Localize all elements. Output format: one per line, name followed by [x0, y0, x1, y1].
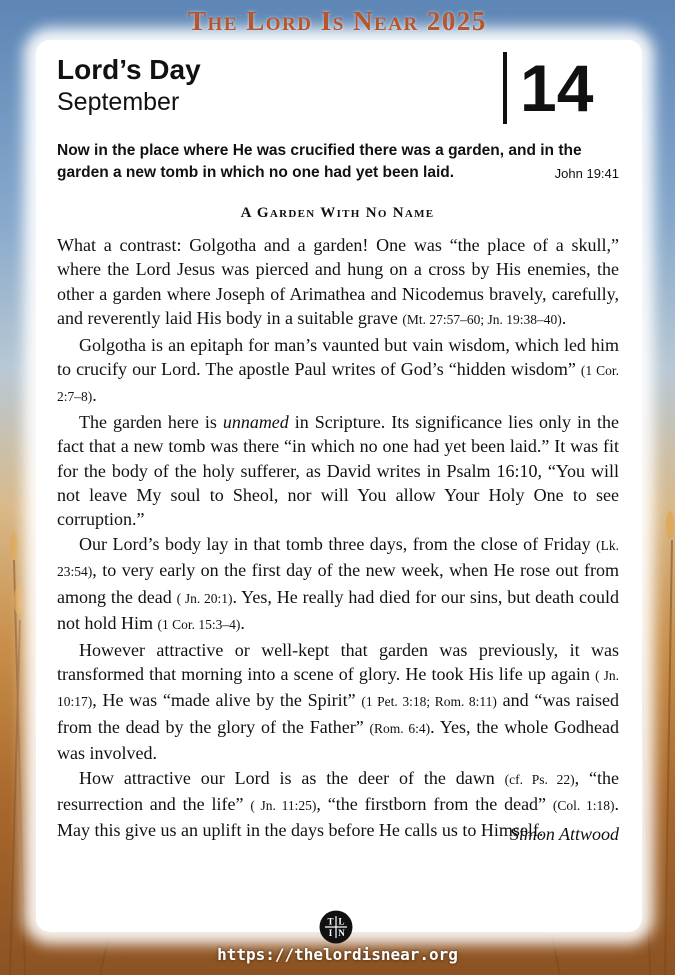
paragraph-3 — [57, 410, 619, 532]
scripture-reference: (1 Pet. 3:18; Rom. 8:11) — [361, 694, 497, 710]
key-verse — [57, 140, 619, 185]
paragraph-text: However attractive or well-kept that garden was previously, it was transformed that morning into a scene of glory. He took His life up again — [57, 639, 619, 684]
paragraph-text: . May this give us an uplift in the days before He calls us to Himself. — [57, 793, 620, 841]
scripture-reference: (1 Cor. 2:7–8) — [57, 363, 619, 405]
svg-text:I: I — [328, 928, 333, 938]
paragraph-text: . Yes, the whole Godhead was involved. — [57, 716, 620, 764]
scripture-reference: (Lk. 23:54) — [57, 537, 619, 580]
paragraph-text: What a contrast: Golgotha and a garden! One was “the place of a skull,” where the Lord Jesus was pierced and hung on a cross by His enemies, the other a garden where Joseph of Arimathea and Nicodemus bravely, carefully, and reverently laid His body in a suitable grave — [57, 235, 619, 329]
paragraph-text: , “the firstborn from the dead” — [316, 793, 553, 814]
paragraph-text: . — [561, 308, 567, 329]
day-name: Lord’s Day — [57, 54, 201, 85]
paragraph-text: The garden here is — [79, 411, 223, 432]
verse-reference: John 19:41 — [554, 166, 619, 181]
paragraph-text: and “was raised from the dead by the glory of the Father” — [57, 690, 620, 737]
paragraph-text: , “the resurrection and the life” — [57, 767, 619, 814]
paragraph-text: , He was “made alive by the Spirit” — [92, 690, 362, 711]
paragraph-4 — [57, 532, 619, 638]
paragraph-text: . Yes, He really had died for our sins, but death could not hold Him — [57, 586, 619, 634]
scripture-reference: ( Jn. 11:25) — [250, 797, 317, 813]
day-number: 14 — [520, 51, 594, 125]
paragraph-text: . — [240, 613, 245, 634]
scripture-reference: (Mt. 27:57–60; Jn. 19:38–40) — [402, 312, 562, 328]
paragraph-2 — [57, 333, 619, 410]
scripture-reference: (cf. Ps. 22) — [504, 771, 575, 787]
website-link[interactable]: https://thelordisnear.org — [217, 945, 458, 964]
svg-text:T: T — [327, 916, 334, 927]
publication-title: The Lord Is Near 2025 — [188, 6, 487, 36]
scripture-reference: (Rom. 6:4) — [369, 720, 431, 736]
paragraph-1 — [57, 233, 619, 333]
month-name: September — [57, 88, 180, 116]
tlin-logo-icon[interactable] — [319, 910, 353, 944]
date-divider — [503, 52, 507, 124]
scripture-reference: (1 Cor. 15:3–4) — [157, 617, 241, 633]
paragraph-text: in Scripture. Its significance lies only in the fact that a new tomb was there “in which no one had yet been laid.” It was fit for the body of the holy sufferer, as David writes in Psalm 16:10, “You will not leave My soul to Sheol, nor will You allow Your Holy One to see corruption.” — [57, 411, 619, 530]
paragraph-text: Golgotha is an epitaph for man’s vaunted but vain wisdom, which led him to crucify our Lord. The apostle Paul writes of God’s “hidden wisdom” — [57, 334, 619, 380]
paragraph-text: , to very early on the first day of the new week, when He rose out from among the dead — [57, 560, 619, 607]
paragraph-text: How attractive our Lord is as the deer of the dawn — [79, 767, 505, 788]
article-title: A Garden With No Name — [240, 205, 435, 221]
paragraph-5 — [57, 638, 619, 766]
paragraph-text: Our Lord’s body lay in that tomb three days, from the close of Friday — [79, 533, 597, 554]
article-body — [57, 233, 619, 843]
svg-text:N: N — [338, 928, 345, 938]
scripture-reference: (Col. 1:18) — [552, 797, 615, 813]
author-signature: Simon Attwood — [509, 824, 619, 844]
verse-text: Now in the place where He was crucified there was a garden, and in the garden a new tomb in which no one had yet been laid. — [57, 142, 582, 181]
scripture-reference: ( Jn. 20:1) — [176, 590, 233, 606]
emphasis-text: unnamed — [222, 411, 289, 432]
scripture-reference: ( Jn. 10:17) — [57, 667, 619, 710]
svg-text:L: L — [338, 916, 345, 927]
paragraph-text: . — [92, 385, 97, 406]
